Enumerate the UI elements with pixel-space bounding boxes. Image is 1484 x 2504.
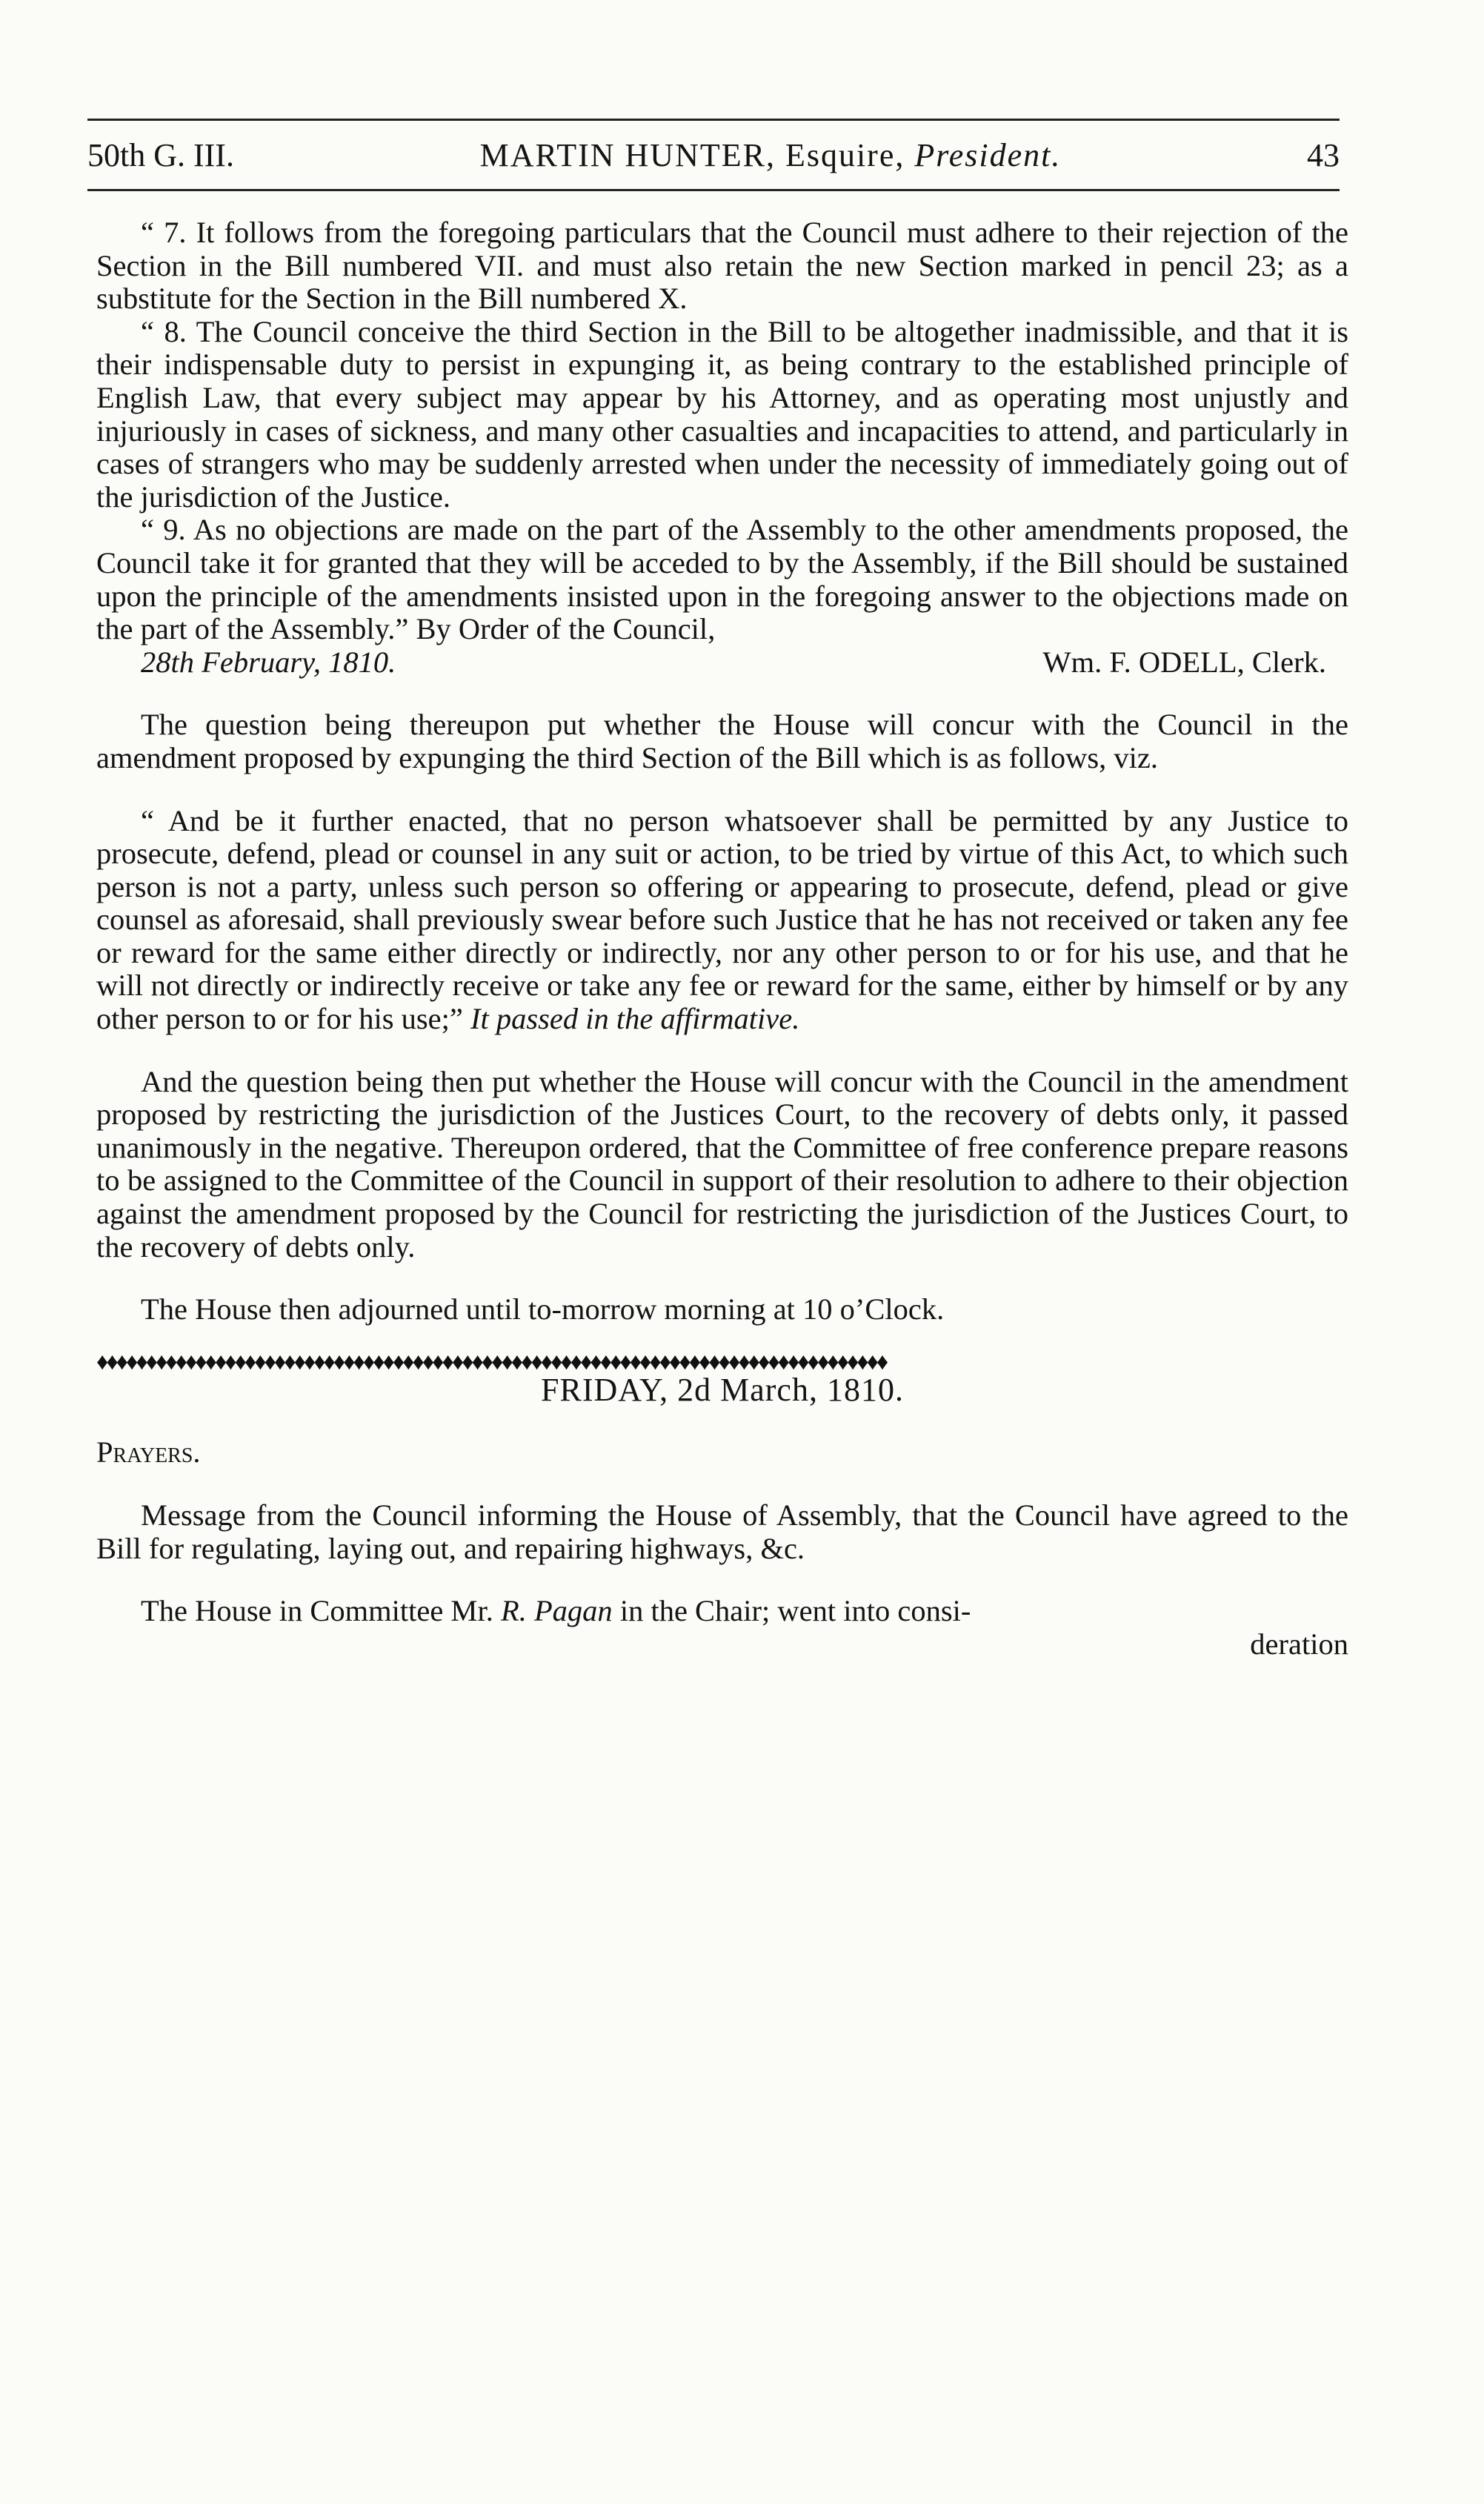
quoted-section (96, 805, 1348, 1036)
question-paragraph-1: The question being thereupon put whether the House will concur with the Council in the amendment proposed by expunging the third Section of the Bill which is as follows, viz. (96, 708, 1348, 774)
paragraph-7: “ 7. It follows from the foregoing particulars that the Council must adhere to their rejection of the Section in the Bill numbered VII. and must also retain the new Section marked in pencil 23; as a substitute for the Section in the Bill numbered X. (96, 216, 1348, 316)
signature-line (96, 646, 1348, 680)
paragraph-9: “ 9. As no objections are made on the part of the Assembly to the other amendments proposed, the Council take it for granted that they will be acceded to by the Assembly, if the Bill should be sustained upon the principle of the amendments insisted upon in the foregoing answer to the objections made on the part of the Assembly.” By Order of the Council, (96, 513, 1348, 646)
signature-date: 28th February, 1810. (141, 645, 396, 679)
question-paragraph-2: And the question being then put whether the House will concur with the Council in the amendment proposed by restricting the jurisdiction of the Justices Court, to the recovery of debts only, it passed unanimously in the negative. Thereupon ordered, that the Committee of free conference prepare reasons to be assigned to the Committee of the Council in support of their resolution to adhere to their objection against the amendment proposed by the Council for restricting the jurisdiction of the Justices Court, to the recovery of debts only. (96, 1064, 1348, 1263)
catchword: deration (1250, 1627, 1348, 1661)
day-heading: FRIDAY, 2d March, 1810. (541, 1371, 904, 1408)
paragraph-8: “ 8. The Council conceive the third Section in the Bill to be altogether inadmissible, and that it is their indispensable duty to persist in expunging it, as being contrary to the established principle of English Law, that every subject may appear by his Attorney, and as operating most unjustly and injuriously in cases of sickness, and many other casualties and incapacities to attend, and particularly in cases of strangers who may be suddenly arrested when under the necessity of immediately going out of the jurisdiction of the Justice. (96, 314, 1348, 514)
header-title-text: MARTIN HUNTER, Esquire, (479, 136, 905, 173)
running-header (87, 119, 1340, 191)
adjournment-line: The House then adjourned until to-morrow morning at 10 o’Clock. (141, 1292, 945, 1326)
committee-text-b: in the Chair; went into consi- (612, 1594, 971, 1628)
header-title (480, 136, 1062, 174)
ornamental-rule: ♦♦♦♦♦♦♦♦♦♦♦♦♦♦♦♦♦♦♦♦♦♦♦♦♦♦♦♦♦♦♦♦♦♦♦♦♦♦♦♦♦♦♦♦♦♦♦♦♦♦♦♦♦♦♦♦♦♦♦♦♦♦♦♦♦♦♦♦♦♦♦♦♦♦♦♦♦♦♦♦ (96, 1348, 887, 1374)
committee-text-a: The House in Committee Mr. (141, 1594, 501, 1628)
council-message: Message from the Council informing the House of Assembly, that the Council have agreed to the Bill for regulating, laying out, and repairing highways, &c. (96, 1498, 1348, 1565)
page-body (96, 216, 1348, 1661)
header-title-italic: President. (914, 136, 1062, 173)
quoted-section-result: It passed in the affirmative. (462, 1002, 800, 1036)
quoted-section-text: “ And be it further enacted, that no person whatsoever shall be permitted by any Justice to prosecute, defend, plead or counsel in any suit or action, to be tried by virtue of this Act, to which such person is not a party, unless such person so offering or appearing to prosecute, defend, plead or give counsel as aforesaid, shall previously swear before such Justice that he has not received or taken any fee or reward for the same either directly or indirectly, nor any other person to or for his use, and that he will not directly or indirectly receive or take any fee or reward for the same, either by himself or by any other person to or for his use;” (96, 803, 1348, 1036)
committee-chair-name: R. Pagan (500, 1594, 613, 1628)
session-label: 50th G. III. (87, 136, 234, 173)
committee-paragraph (96, 1595, 1348, 1628)
prayers-line: Prayers. (96, 1435, 201, 1469)
signature-name: Wm. F. ODELL, Clerk. (1042, 645, 1326, 679)
page-number: 43 (1307, 136, 1340, 173)
